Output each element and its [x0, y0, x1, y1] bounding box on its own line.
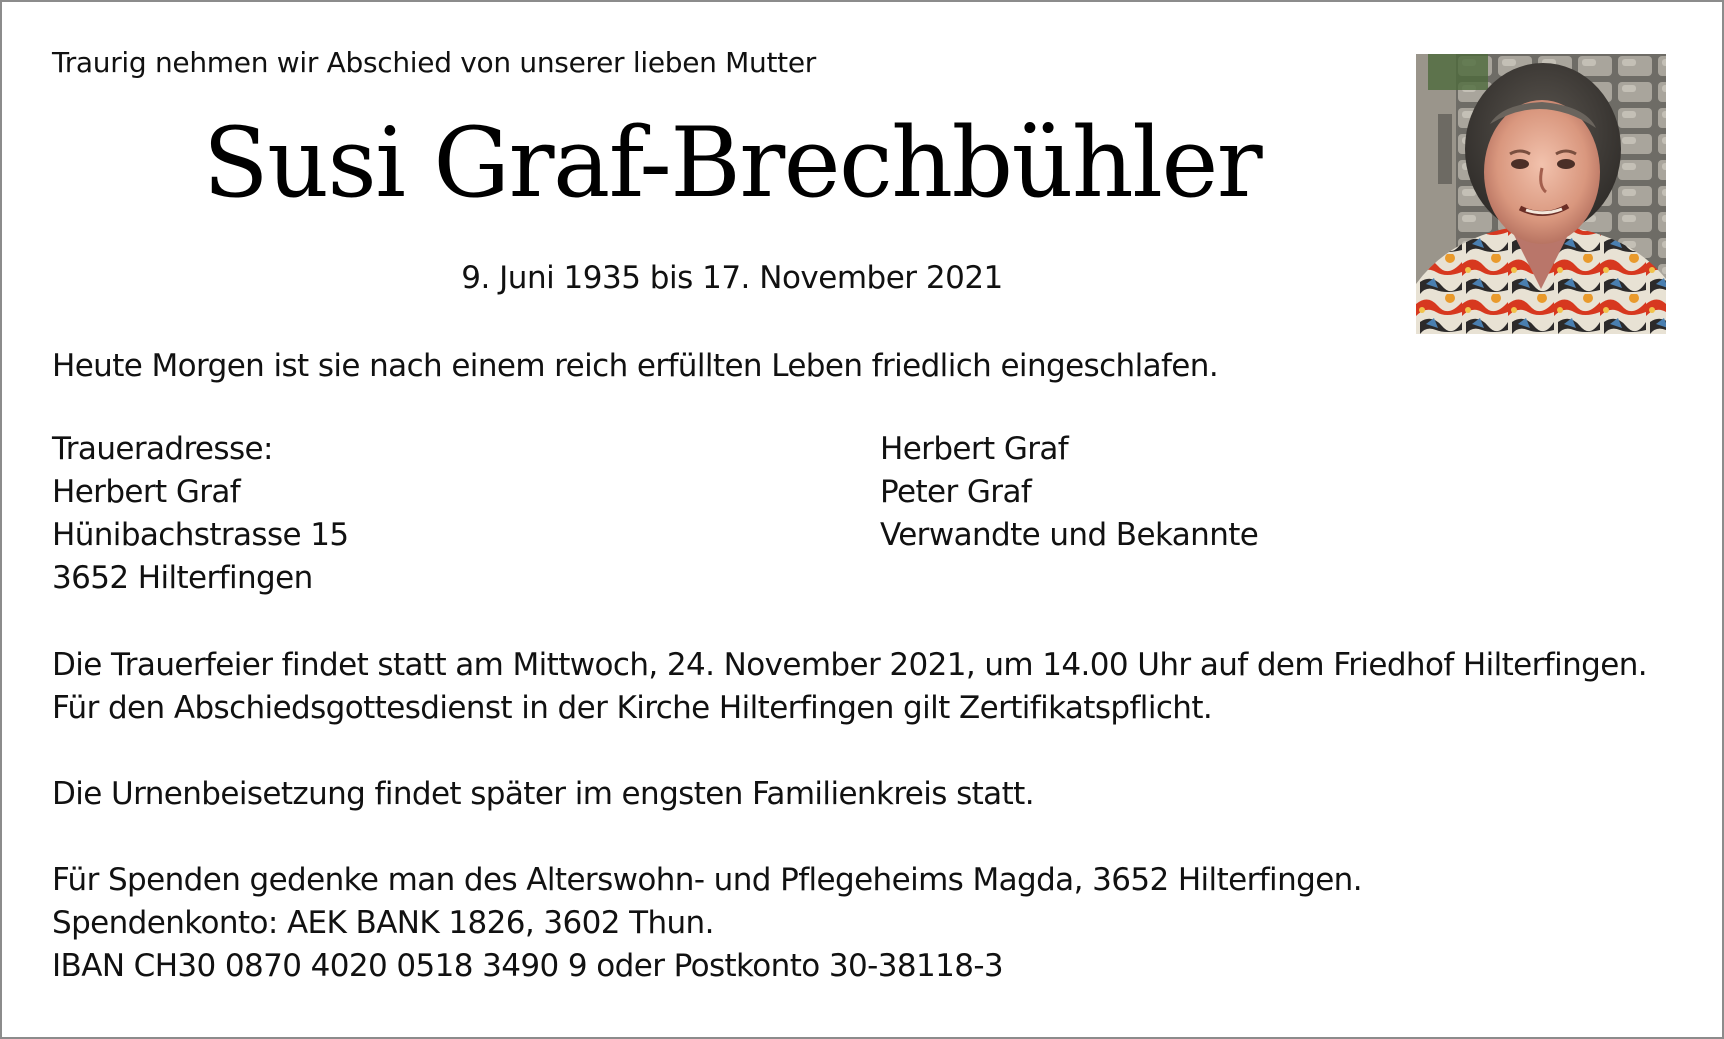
mourning-address	[52, 428, 349, 600]
donation-line: Für Spenden gedenke man des Alterswohn- und Pflegeheims Magda, 3652 Hilterfingen.	[52, 862, 1362, 898]
ceremony-line: Die Trauerfeier findet statt am Mittwoch, 24. November 2021, um 14.00 Uhr auf dem Friedhof Hilterfingen.	[52, 647, 1648, 683]
ceremony-info	[52, 644, 1647, 730]
mourner: Herbert Graf	[880, 431, 1069, 467]
life-dates: 9. Juni 1935 bis 17. November 2021	[461, 260, 1003, 296]
mourners-list	[880, 428, 1258, 557]
mourner: Peter Graf	[880, 474, 1032, 510]
passed-away-text: Heute Morgen ist sie nach einem reich erfüllten Leben friedlich eingeschlafen.	[52, 348, 1219, 384]
address-line: 3652 Hilterfingen	[52, 560, 313, 596]
donation-info	[52, 859, 1362, 988]
address-line: Herbert Graf	[52, 474, 241, 510]
donation-line: IBAN CH30 0870 4020 0518 3490 9 oder Postkonto 30-38118-3	[52, 948, 1004, 984]
burial-info: Die Urnenbeisetzung findet später im engsten Familienkreis statt.	[52, 776, 1034, 812]
donation-line: Spendenkonto: AEK BANK 1826, 3602 Thun.	[52, 905, 714, 941]
deceased-name: Susi Graf-Brechbühler	[202, 107, 1262, 219]
portrait-photo	[1416, 54, 1666, 334]
ceremony-line: Für den Abschiedsgottesdienst in der Kirche Hilterfingen gilt Zertifikatspflicht.	[52, 690, 1213, 726]
address-heading: Traueradresse:	[52, 431, 273, 467]
mourner: Verwandte und Bekannte	[880, 517, 1259, 553]
intro-text: Traurig nehmen wir Abschied von unserer lieben Mutter	[52, 46, 816, 79]
address-line: Hünibachstrasse 15	[52, 517, 349, 553]
